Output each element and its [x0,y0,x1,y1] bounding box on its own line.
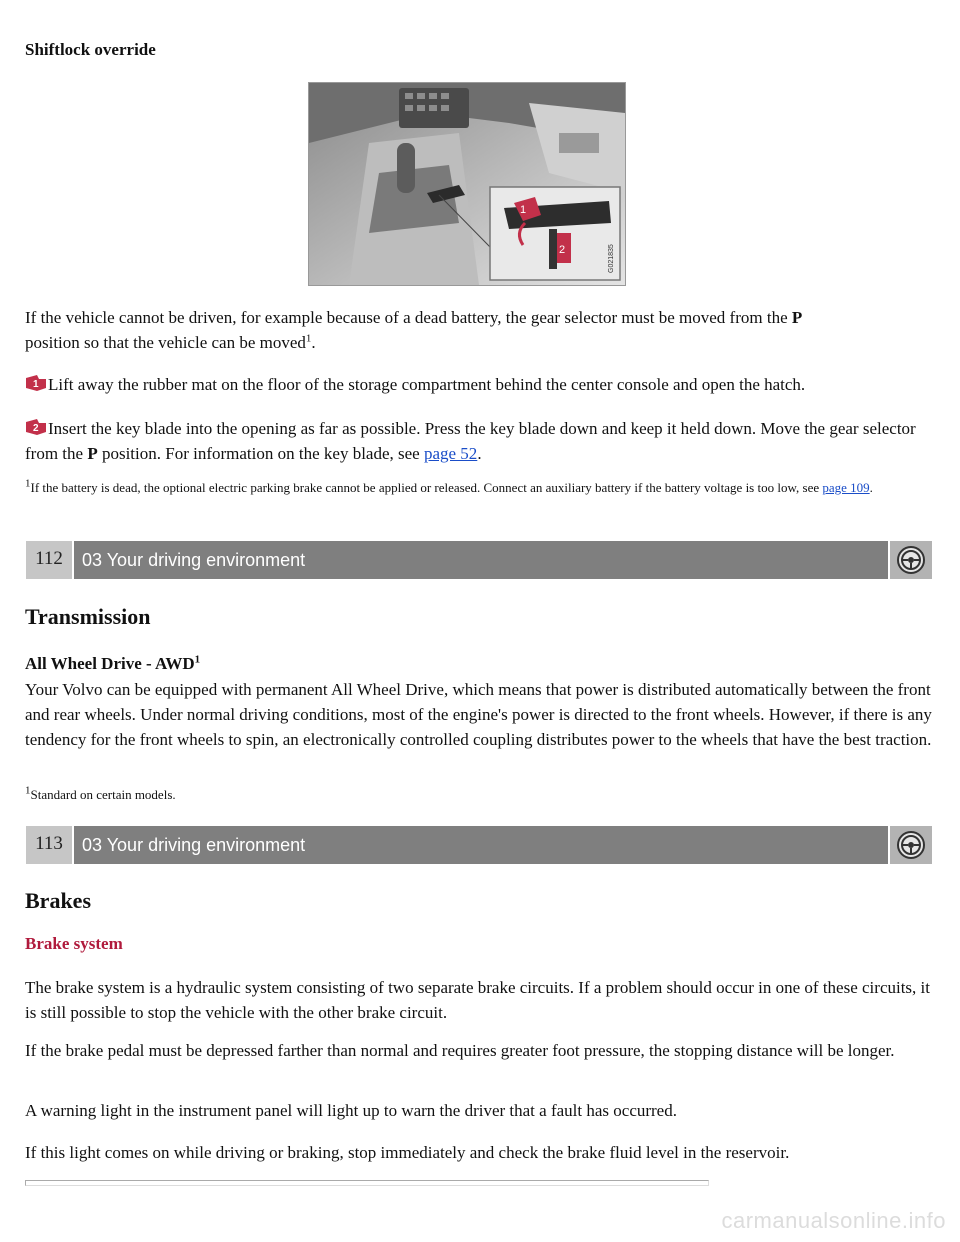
shiftlock-drawing [309,83,625,285]
awd-body: Your Volvo can be equipped with permanent All Wheel Drive, which means that power is distributed automatically between the front and rear wheels. Under normal driving conditions, most of the engine's power is directed to the front wheels. However, if there is any tendency for the front wheels to spin, an electronically controlled coupling distributes power to the wheels that have the best traction. [25,680,932,749]
figure-label-1: 1 [520,204,527,216]
section-title-shiftlock: Shiftlock override [25,40,156,59]
chapter-bar-112 [26,541,932,579]
svg-text:2: 2 [33,423,39,434]
watermark: carmanualsonline.info [721,1208,946,1233]
link-page-109[interactable]: page 109 [822,480,870,495]
figure-code: G021835 [608,244,615,273]
steering-wheel-icon [890,541,932,579]
section-title-transmission: Transmission [25,604,151,629]
page-number: 113 [26,826,72,864]
step-1: 1 Lift away the rubber mat on the floor of the storage compartment behind the center console and open the hatch. [25,372,935,397]
brake-para-2: If the brake pedal must be depressed farther than normal and requires greater foot pressure, the stopping distance will be longer. [25,1041,895,1060]
svg-text:1: 1 [33,379,39,390]
steering-wheel-icon [890,826,932,864]
section-title-brakes: Brakes [25,888,91,913]
brake-para-1: The brake system is a hydraulic system consisting of two separate brake circuits. If a problem should occur in one of these circuits, it is still possible to stop the vehicle with the other brake circuit. [25,978,930,1022]
subtitle-awd: All Wheel Drive - AWD$^1$ [25,653,201,673]
divider [25,1180,709,1186]
link-page-52[interactable]: page 52 [423,444,478,463]
shiftlock-intro: If the vehicle cannot be driven, for example because of a dead battery, the gear selector must be moved from the P position so that the vehicle can be moved$^1$. [25,308,803,352]
shiftlock-illustration [308,82,626,286]
footnote-awd: $^1$Standard on certain models. [25,784,176,802]
footnote-battery: $^1$If the battery is dead, the optional electric parking brake cannot be applied or released. Connect an auxiliary battery if the battery voltage is too low, see page 109. [25,477,873,495]
subtitle-brake-system: Brake system [25,934,123,953]
page-number: 112 [26,541,72,579]
chapter-bar-113 [26,826,932,864]
step-2-icon [25,418,47,436]
chapter-title: 03 Your driving environment [74,826,888,864]
chapter-title: 03 Your driving environment [74,541,888,579]
step-2: 2 Insert the key blade into the opening as far as possible. Press the key blade down and keep it held down. Move the gear selector from the P position. For information on the key blade, see page 52. [25,419,916,463]
figure-label-2: 2 [559,244,566,256]
step-1-icon [25,374,47,392]
brake-para-3: A warning light in the instrument panel will light up to warn the driver that a fault has occurred. [25,1101,677,1120]
brake-para-4: If this light comes on while driving or braking, stop immediately and check the brake fluid level in the reservoir. [25,1143,790,1162]
